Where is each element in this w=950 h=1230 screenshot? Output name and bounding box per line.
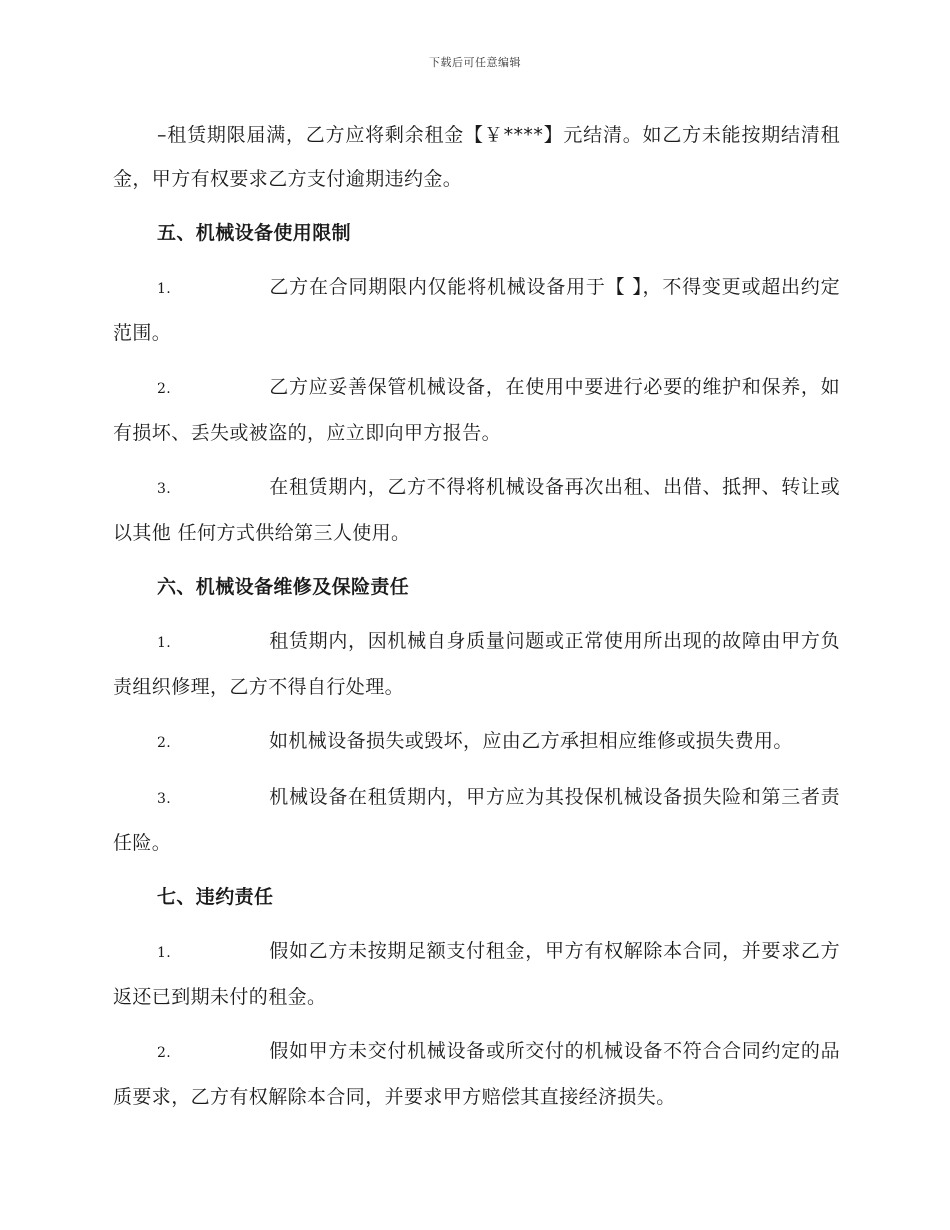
item-text: 假如乙方未按期足额支付租金，甲方有权解除本合同，并要求乙方返还已到期未付的租金。 — [113, 940, 840, 1008]
section-heading-breach-liability: 七、违约责任 — [157, 886, 274, 908]
item-number: 3. — [157, 481, 172, 497]
list-item — [113, 775, 840, 865]
list-item — [113, 929, 840, 1019]
section-heading-usage-restrictions: 五、机械设备使用限制 — [157, 222, 352, 244]
list-item — [113, 1029, 840, 1119]
item-text: 乙方在合同期限内仅能将机械设备用于【 】，不得变更或超出约定范围。 — [113, 276, 840, 344]
item-number: 1. — [157, 281, 172, 297]
item-text: 假如甲方未交付机械设备或所交付的机械设备不符合合同约定的品质要求，乙方有权解除本合同，并要求甲方赔偿其直接经济损失。 — [113, 1040, 840, 1108]
item-number: 2. — [157, 1045, 172, 1061]
item-text: 机械设备在租赁期内，甲方应为其投保机械设备损失险和第三者责任险。 — [113, 786, 840, 854]
list-item — [113, 619, 840, 709]
page-header-note: 下载后可任意编辑 — [429, 56, 521, 69]
item-text: 如机械设备损失或毁坏，应由乙方承担相应维修或损失费用。 — [269, 730, 793, 752]
item-number: 1. — [157, 635, 172, 651]
item-text: 乙方应妥善保管机械设备，在使用中要进行必要的维护和保养，如有损坏、丢失或被盗的，应立即向甲方报告。 — [113, 376, 840, 444]
item-number: 2. — [157, 735, 172, 751]
item-text: 租赁期内，因机械自身质量问题或正常使用所出现的故障由甲方负责组织修理，乙方不得自行处理。 — [113, 630, 840, 698]
list-item — [113, 465, 840, 555]
item-number: 1. — [157, 945, 172, 961]
item-number: 2. — [157, 381, 172, 397]
document-body — [113, 113, 840, 1129]
paragraph-rent-settlement: –租赁期限届满，乙方应将剩余租金【￥****】元结清。如乙方未能按期结清租金，甲方有权要求乙方支付逾期违约金。 — [113, 124, 840, 190]
item-number: 3. — [157, 791, 172, 807]
section-heading-maintenance-insurance: 六、机械设备维修及保险责任 — [157, 576, 410, 598]
list-item — [113, 365, 840, 455]
item-text: 在租赁期内，乙方不得将机械设备再次出租、出借、抵押、转让或以其他 任何方式供给第三人使用。 — [113, 476, 840, 544]
list-item — [113, 719, 840, 765]
list-item — [113, 265, 840, 355]
